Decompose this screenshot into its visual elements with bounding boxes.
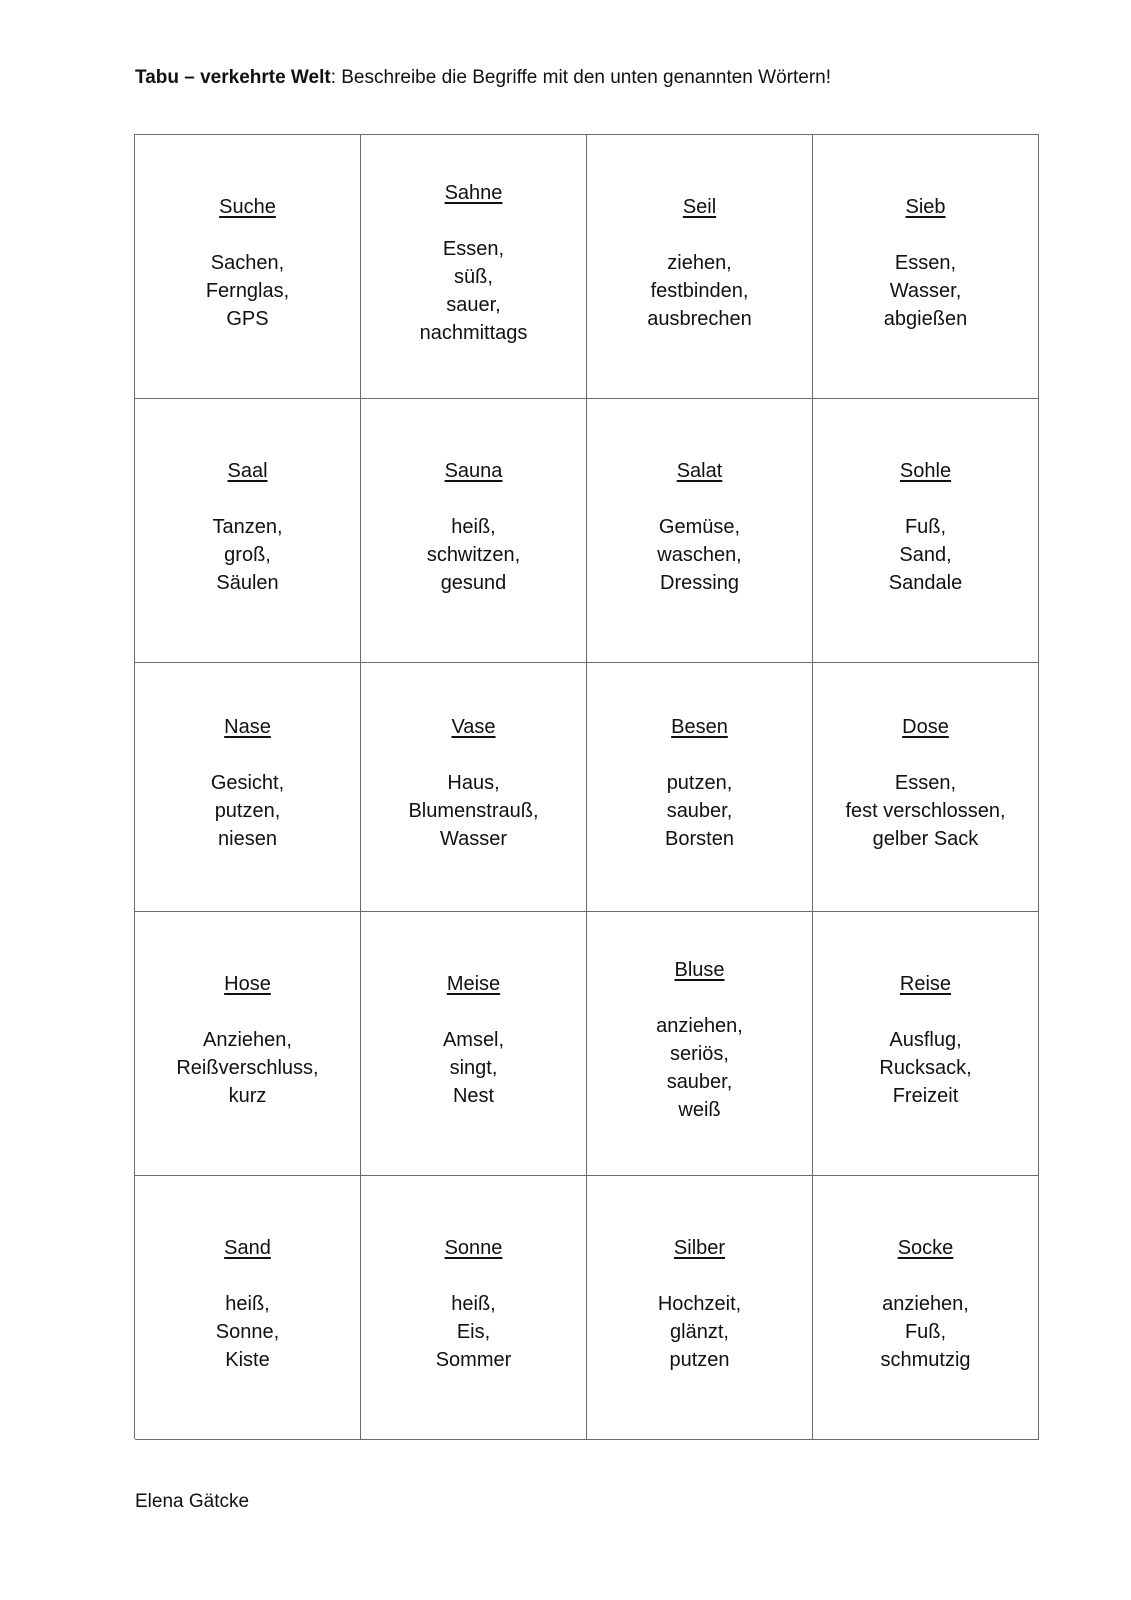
card-term: Sieb: [905, 195, 946, 218]
card-word: weiß: [678, 1098, 721, 1121]
card-term: Socke: [897, 1236, 954, 1259]
card-word: gesund: [440, 571, 507, 594]
card-word: putzen,: [214, 800, 281, 822]
card-word-list: [884, 249, 967, 333]
card-word: heiß,: [451, 1292, 496, 1315]
card-word: Rucksack,: [879, 1056, 972, 1079]
card-word-list: [880, 1290, 970, 1374]
card-word: Essen,: [894, 772, 957, 794]
card-term: Nase: [224, 716, 271, 738]
card-word-list: [656, 1012, 743, 1124]
card-term: Suche: [219, 195, 276, 218]
card-word: heiß,: [451, 515, 496, 538]
card-term: Silber: [673, 1236, 726, 1259]
card-word-list: [436, 1290, 512, 1374]
tabu-card: [361, 912, 587, 1176]
card-word: Reißverschluss,: [176, 1056, 319, 1079]
tabu-card: [135, 1176, 361, 1440]
card-term: Sohle: [899, 459, 952, 482]
card-word: Fuß,: [904, 1320, 947, 1343]
card-word: Amsel,: [442, 1028, 505, 1051]
card-word: GPS: [226, 307, 269, 330]
card-term: Sonne: [444, 1236, 503, 1259]
author-name: Elena Gätcke: [135, 1491, 250, 1512]
card-word: fest verschlossen,: [845, 800, 1006, 822]
card-term: Bluse: [674, 958, 725, 981]
tabu-card: [361, 1176, 587, 1440]
card-word-list: [657, 513, 742, 597]
card-term: Sand: [224, 1236, 271, 1259]
card-word-list: [647, 249, 752, 333]
card-word: singt,: [449, 1056, 498, 1079]
card-word: Haus,: [447, 772, 500, 794]
card-word: abgießen: [883, 307, 968, 330]
card-word: Borsten: [665, 828, 734, 850]
card-term: Vase: [451, 716, 496, 738]
card-word-list: [408, 769, 538, 853]
card-word: Hochzeit,: [657, 1292, 742, 1315]
tabu-card: [813, 912, 1039, 1176]
card-word: Fernglas,: [205, 279, 290, 302]
card-word: Fuß,: [904, 515, 947, 538]
card-word: seriös,: [670, 1042, 729, 1065]
card-word-list: [420, 235, 528, 347]
card-term: Sahne: [444, 181, 503, 204]
card-term: Meise: [446, 972, 501, 995]
tabu-card: [587, 912, 813, 1176]
card-word-list: [206, 249, 289, 333]
card-word: Essen,: [442, 237, 505, 260]
card-word: Anziehen,: [203, 1028, 292, 1051]
card-word: Ausflug,: [889, 1028, 962, 1051]
card-word: Freizeit: [892, 1084, 959, 1107]
page-title-instruction: : Beschreibe die Begriffe mit den unten genannten Wörtern!: [330, 67, 831, 88]
card-word: ziehen,: [667, 251, 732, 274]
card-word: anziehen,: [882, 1292, 969, 1315]
tabu-card: [361, 663, 587, 912]
card-term: Sauna: [444, 459, 503, 482]
tabu-card: [587, 399, 813, 663]
card-word: süß,: [454, 265, 493, 288]
card-term: Saal: [227, 459, 268, 482]
tabu-card: [587, 135, 813, 399]
tabu-card: [813, 663, 1039, 912]
card-word-list: [658, 1290, 741, 1374]
card-word: Sonne,: [215, 1320, 280, 1343]
card-word: groß,: [224, 543, 271, 566]
card-word: ausbrechen: [647, 307, 752, 330]
card-word-list: [176, 1026, 318, 1110]
card-word: schwitzen,: [426, 543, 521, 566]
card-word: heiß,: [225, 1292, 270, 1315]
card-word: Sandale: [888, 571, 963, 594]
card-word: sauer,: [446, 293, 501, 316]
card-word: Nest: [452, 1084, 495, 1107]
tabu-card: [587, 1176, 813, 1440]
tabu-card: [361, 399, 587, 663]
card-word: anziehen,: [656, 1014, 743, 1037]
card-word: sauber,: [666, 800, 733, 822]
card-word: Essen,: [894, 251, 957, 274]
card-word: festbinden,: [650, 279, 749, 302]
card-word-list: [443, 1026, 504, 1110]
card-word: Dressing: [660, 571, 739, 594]
card-word: Gemüse,: [658, 515, 741, 538]
card-word-list: [845, 769, 1005, 853]
card-word: sauber,: [666, 1070, 733, 1093]
card-word: Sommer: [435, 1348, 512, 1371]
card-term: Reise: [899, 972, 952, 995]
card-word: Sand,: [899, 543, 952, 566]
card-word: putzen,: [666, 772, 733, 794]
card-word: Gesicht,: [210, 772, 285, 794]
card-word-list: [889, 513, 962, 597]
tabu-card: [587, 663, 813, 912]
tabu-card: [135, 135, 361, 399]
tabu-card: [361, 135, 587, 399]
card-word: Eis,: [456, 1320, 491, 1343]
card-word: Säulen: [216, 571, 279, 594]
card-word: Blumenstrauß,: [408, 800, 539, 822]
tabu-card: [135, 663, 361, 912]
card-word: Tanzen,: [212, 515, 283, 538]
tabu-card: [813, 1176, 1039, 1440]
tabu-card: [813, 135, 1039, 399]
card-term: Dose: [902, 716, 949, 738]
card-word: putzen: [669, 1348, 730, 1371]
tabu-card: [135, 399, 361, 663]
card-word: nachmittags: [419, 321, 528, 344]
card-word: gelber Sack: [872, 828, 979, 850]
card-word: waschen,: [657, 543, 742, 566]
card-word: niesen: [218, 828, 277, 850]
card-term: Besen: [671, 716, 728, 738]
tabu-card-grid: [134, 134, 1039, 1439]
tabu-card: [135, 912, 361, 1176]
card-word: Sachen,: [210, 251, 285, 274]
card-word-list: [216, 1290, 279, 1374]
tabu-card: [813, 399, 1039, 663]
card-word-list: [427, 513, 520, 597]
card-term: Hose: [224, 972, 271, 995]
card-term: Salat: [676, 459, 723, 482]
card-word-list: [665, 769, 734, 853]
page-title: [135, 66, 831, 90]
card-word: Kiste: [225, 1348, 270, 1371]
card-word: glänzt,: [670, 1320, 729, 1343]
card-word: Wasser: [439, 828, 508, 850]
card-word-list: [211, 769, 284, 853]
card-word: Wasser,: [889, 279, 962, 302]
card-word: kurz: [228, 1084, 267, 1107]
card-word-list: [879, 1026, 971, 1110]
card-word-list: [212, 513, 282, 597]
card-word: schmutzig: [880, 1348, 971, 1371]
page-title-bold: Tabu – verkehrte Welt: [135, 67, 331, 88]
card-term: Seil: [682, 195, 717, 218]
